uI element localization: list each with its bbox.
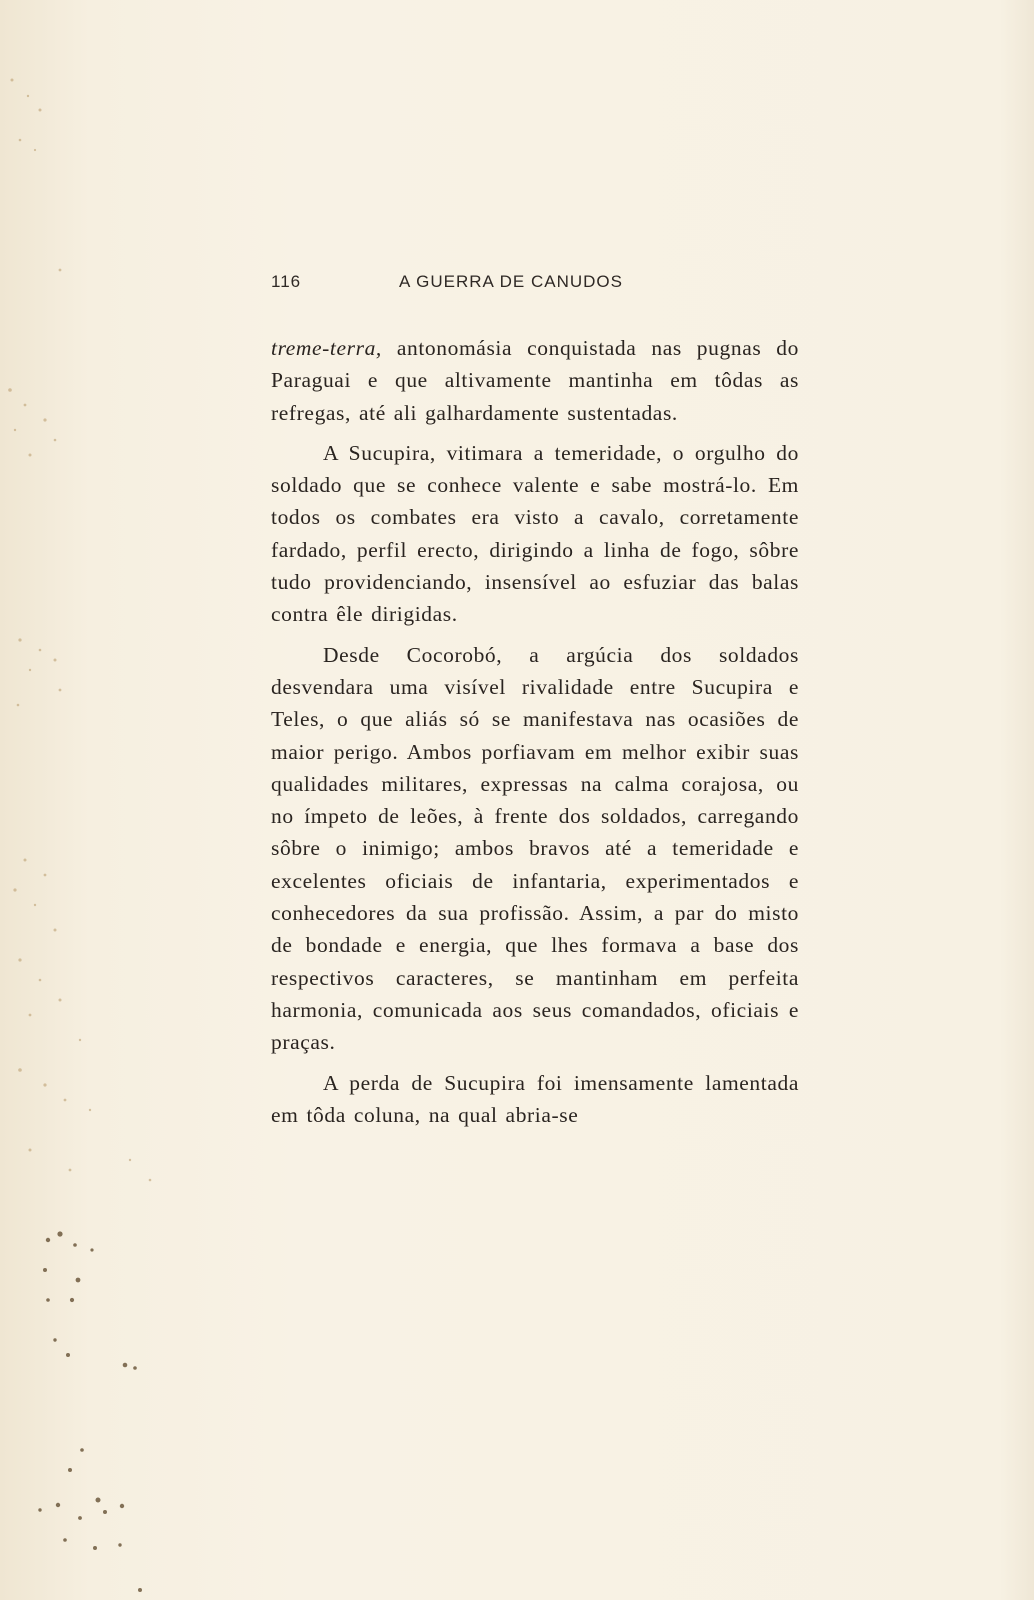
paragraph-1 [271,332,799,429]
foxing-speckles [0,0,200,1600]
paragraph-1-text: antonomásia conquistada nas pugnas do Paraguai e que altivamente mantinha em tôdas as refregas, até ali galhardamente sustentadas. [271,336,799,425]
paragraph-2: A Sucupira, vitimara a temeridade, o orgulho do soldado que se conhece valente e sabe mostrá-lo. Em todos os combates era visto a cavalo, corretamente fardado, perfil erecto, dirigindo a linha de fogo, sôbre tudo providenciando, insensível ao esfuziar das balas contra êle dirigidas. [271,440,799,627]
paragraph-3: Desde Cocorobó, a argúcia dos soldados desvendara uma visível rivalidade entre Sucupira e Teles, o que aliás só se manifestava nas ocasiões de maior perigo. Ambos porfiavam em melhor exibir suas qualidades militares, expressas na calma corajosa, ou no ímpeto de leões, à frente dos soldados, carregando sôbre o inimigo; ambos bravos até a temeridade e excelentes oficiais de infantaria, experimentados e conhecedores da sua profissão. Assim, a par do misto de bondade e energia, que lhes formava a base dos respectivos caracteres, se mantinham em perfeita harmonia, comunicada aos seus comandados, oficiais e praças. [271,642,799,1055]
italic-lead-word: treme-terra, [271,336,382,360]
running-title: A GUERRA DE CANUDOS [399,272,623,291]
running-header [271,272,691,294]
page-number: 116 [271,272,302,291]
paragraph-4: A perda de Sucupira foi imensamente lamentada em tôda coluna, na qual abria-se [271,1070,799,1127]
body-text [271,332,799,1139]
